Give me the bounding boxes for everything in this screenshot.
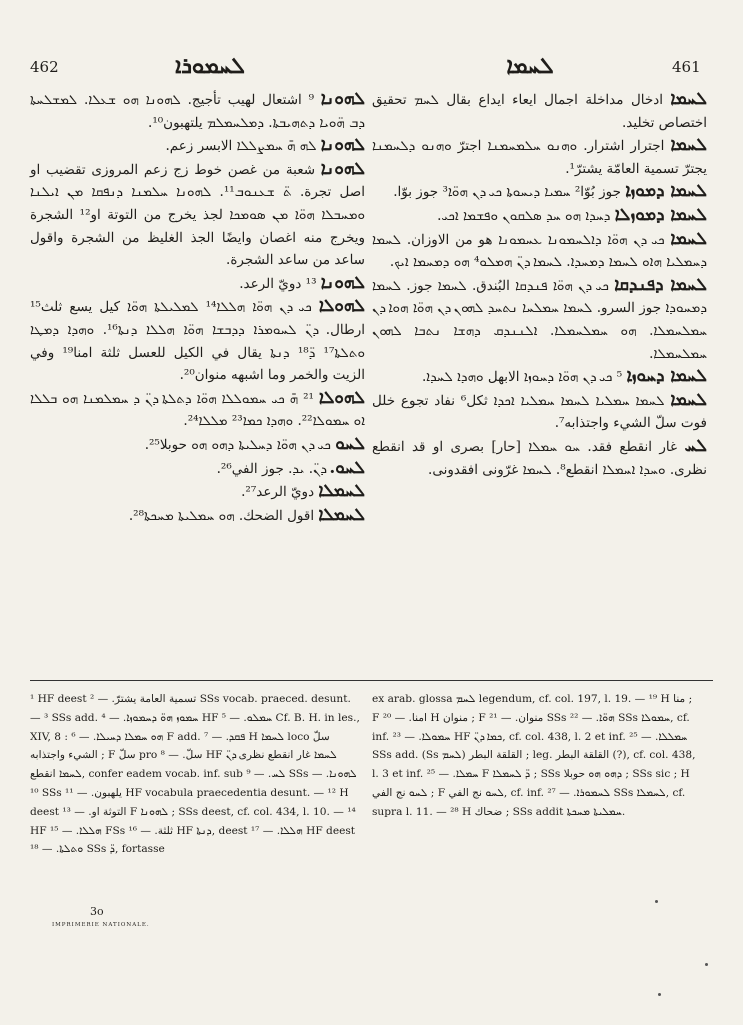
entry-text: ادخال مداخلة اجمال ايعاء ايداع بقال ܠܚܡ تحقيق اختصاص تخليد.: [372, 92, 707, 131]
entry-text: ܕܢ̈. ܝܕ. جوز الفي²⁶.: [216, 460, 326, 477]
entry-text: ܟܝ ܕܢ ܗܘ̈ܐ ܕܚܠܝܬܐ ܕܗܘ ܗܘ حوبلا²⁵.: [144, 436, 331, 453]
headword: ܠܚܡܐ ܕܦܢܕܩܐ: [614, 274, 707, 295]
dictionary-entry: [30, 480, 365, 504]
left-column: [30, 88, 365, 527]
left-running-head: ܠܚܡܘܪܐ: [175, 53, 245, 79]
dictionary-entry: [30, 158, 365, 272]
headword: ܠܚܡܠܐ: [318, 481, 365, 502]
right-running-head: ܠܚܡܐ: [506, 53, 554, 79]
dictionary-entry: [372, 204, 707, 228]
print-speck: [705, 963, 708, 966]
dictionary-entry: [30, 457, 365, 481]
dictionary-entry: [372, 435, 707, 481]
headword: ܠܗܘܠܐ: [318, 387, 365, 408]
entry-text: ܟܝ ܕܢ ܗܘ̈ܐ ܗܠܠܐ¹⁴ ܠܡܠܝܠܬܐ ܗܘ̈ܐ كيل يسع ثلث¹⁵ ارطال. ܕܢ̈ ܠܚܘܡܪܐ ܕܕܒܫܐ ܗܘ̈ܐ ܗܠܠܐ ܕܢܬܐ¹⁶. ܘܗܕܐ ܕܡܛܐ ܘܬܠܬܐ¹⁷ ܕ̈¹⁸ ܕܢܬܐ يقال في الكيل للعسل ثلثة امنا¹⁹ وفي الزيت والخمر وما اشبهه منوان²⁰.: [30, 299, 366, 384]
headword: ܠܚܘ: [335, 433, 365, 454]
entry-text: غار انقطع فقد. ܚܘ ܚܡܠܐ [حار] بصرى او قد انقطع نظرى. ܘܚܕܐ ܐܚܡܠܐ انقطع⁸. ܠܚܡܐ غرّونى افقدونى.: [372, 438, 707, 478]
entry-text: ܠܗ ܗ̄ ܚܡܨܠܠܐ الابسر زعم.: [165, 138, 317, 155]
dictionary-entry: [372, 134, 707, 180]
dictionary-entry: [30, 295, 365, 386]
imprint-line: IMPRIMERIE NATIONALE.: [52, 922, 150, 928]
dictionary-entry: [30, 504, 365, 528]
headword: ܠܚܡܐ ܕܡܘܙܐ: [625, 181, 707, 202]
print-speck: [655, 900, 658, 903]
dictionary-entry: [30, 272, 365, 296]
footnotes-right: [372, 690, 702, 822]
entry-text: ²¹ ܗ̄ ܟܝ ܚܡܘܠܠܐ ܗܘ̈ܐ ܕܬܠܬܐ ܕܢ̈ ܕ ܚܡܠܡܢܐ ܗܘ ܒܠܠܐ ܐܘ ܚܡܘܠܐ²². ܘܗܕܐ ܟܡܐ²³ ܡܠܠܐ²⁴.: [30, 390, 365, 430]
headword: ܠܚ: [684, 435, 708, 456]
left-page-number: 462: [30, 58, 59, 76]
headword: ܠܚܡܐ: [670, 135, 708, 156]
right-column: [372, 88, 707, 481]
entry-text: ܠܚܡܐ ܚܡܠܝܐ ܠܚܡܐ ܚܡܠܝܐ ܐܟܕܐ ثكل⁶ نفاد تجوع خلل فوت سلّ الشيء واجتذابه⁷.: [372, 392, 707, 432]
headword: ܠܚܡܐ: [670, 228, 707, 249]
entry-text: ܕܚܕܐ ܗܘ ܚܕ ܣܠܩܘܢ ܘܦܫܡܐ ܐܟܝ.: [437, 207, 611, 224]
footnote-divider: [30, 680, 713, 681]
dictionary-entry: [30, 134, 365, 158]
print-speck: [658, 993, 661, 996]
dictionary-entry: [30, 433, 365, 457]
headword: ܠܗܘܢܐ: [320, 158, 365, 179]
entry-text: ⁹ اشتعال لهيب تأجيج. ܠܗܘܢܐ ܗܘ ܫܥܠܐ. ܠܡܫܠܚܬܐ ܕܒ ܗ̈ܘܝܐ ܕܬܗܝܒܬܐ. ܕܡܠܚܡܠܡ يلتهبون¹⁰.: [30, 92, 365, 131]
footnotes-left: [30, 690, 360, 859]
entry-text: ܟܝ ܕܢ ܗܘ̈ܐ ܕܐܠܚܡܘܢܐ ܥܚܡܘܢܐ هو من الاوزان. ܠܚܡܐ ܕܚܡܠܝܐ ܗܐܘ ܠܚܡܐ ܕܡܚܕܐ. ܠܚܡܐ ܕܢ̈ ܗܡܠܘ⁴ ܗܘ ܕܡܚܡܐ ܐܝܟ.: [372, 231, 707, 271]
dictionary-entry: [372, 389, 707, 435]
dictionary-entry: [30, 88, 365, 134]
entry-text: اجترار اشترار. ܘܗܢܘ ܚܠܡܚܡܢܐ اجترّ ܘܗܢܘ ܕܠܚܡܢܐ يجترّ تسمية العامّة يشترّ¹.: [372, 138, 707, 177]
dictionary-entry: [30, 387, 365, 433]
headword: ܠܚܘ.: [329, 457, 365, 478]
headword: ܠܗܘܢܐ: [320, 272, 365, 293]
dictionary-entry: [372, 180, 707, 204]
dictionary-entry: [372, 88, 707, 134]
headword: ܠܗܘܠܐ: [318, 296, 365, 317]
dictionary-entry: [372, 228, 707, 274]
entry-text: اقول الضحك. ܗܘ ܚܡܠܝܬܐ ܡܚܟܬܐ²⁸.: [128, 507, 315, 524]
headword: ܠܚܡܐ: [670, 389, 707, 410]
right-page-number: 461: [672, 58, 701, 76]
entry-text: دويّ الرعد²⁷.: [241, 484, 315, 501]
headword: ܠܚܡܐ: [670, 89, 707, 109]
headword: ܠܚܡܐ ܕܡܘܙܠܐ: [614, 204, 707, 225]
entry-text: ܟܝ ܕܢ ܗܘ̈ܐ ܦܢܕܩܐ البُندق. ܠܚܡܐ جوز. ܠܚܡܐ ܕܡܚܘܕܐ جوز السرو. ܠܚܡܐ ܚܡܠܚܐ ܢܬܚܕ ܠܗܘܢ ܕܢ ܗܘ̈ܐ ܗܘܐ ܕܢ ܚܡܠܚܡܠܐ. ܗܘ ܚܡܠܚܡܠܐ. ܐܠܢܢܕܩ ܕܗܫܐ ܢܬܒܐ ܠܗܘܢ ܚܡܠܚܡܠܐ.: [372, 277, 707, 362]
entry-text: شعبة من غصن خوط زج زعم المروزى تقضيب او اصل تجرة. ܬ̈ ܫܥܢܘܒ¹¹. ܠܗܘܢܐ ܚܠܡܢܐ ܕܢܦܩܐ ܡܢ ܐܝܠܢܐ ܘܡܚܒܠܐ ܗܘ̈ܐ ܡܢ ܣܘܡܟܐ لجذ يخرج من التوتة او¹² الشجرة ويخرج منه اغصان وايضًا الجذ الغليظ من الشجرة واقول ساعد من ساعد الشجرة.: [30, 161, 365, 269]
dictionary-entry: [372, 274, 707, 365]
column-number: 3o: [90, 905, 104, 918]
footnote-text: ex arab. glossa ܠܚܡ legendum, cf. col. 197, l. 19. — ¹⁹ H منا ; F امنا. — ²⁰ H منوان ; F منوان. — ²¹ SSs ܗܘ̈ܐ. — ²² SSs ܚܡܘܠܐ, cf. inf. ܚܡܘܠܐ. — ²³ HF ܟܡܐ ܕܢ̈, cf. col. 438, l. 2 et inf. ܚܡܠܠܐ. — ²⁵ SSs add. (Ss ܠܚܡ) القلقة البطر ; leg. القلقة البطر (?), cf. col. 438, l. 3 et inf. ܚܡܠܐ. — ²⁵ F ܕ̈ ܠܚܡܠܐ ; SSs ܕܗܘ ܗܘ حوبلا ; SSs sic ; H ܠܚܘ نج الفي ; F ܠܚܘ نج الفي, cf. inf. ܠܚܡܘܪܐ. — ²⁷ SSs ܠܚܡܠܐ, cf. supra l. 11. — ²⁸ H ضحاك ; SSs addit ܚܡܠܝܬܐ ܡܚܟܬܐ.: [372, 693, 696, 818]
headword: ܠܗܘܢܐ: [320, 89, 365, 109]
entry-text: جوز بُوّا² ܚܡܝܐ ܕܝܚܘܬܐ ܟܝ ܕܢ ܗܘ̈ܐ³ جوز بوّا.: [393, 184, 621, 201]
headword: ܠܚܡܠܐ: [318, 504, 365, 525]
headword: ܠܗܘܢܐ: [320, 135, 365, 156]
entry-text: ⁵ ܟܝ ܕܢ ܗܘ̈ܐ ܕܚܘܙܐ الابهل ܘܗܕܐ ܠܚܕܐ.: [422, 369, 623, 386]
entry-text: ¹³ دويّ الرعد.: [239, 275, 317, 292]
dictionary-entry: [372, 365, 707, 389]
footnote-text: ¹ HF deest تسمية العامة يشترّ. — ² SSs vocab. praeced. desunt. — ³ SSs add. ܚܡܘܙ ܗܘ̈ ܕܚܡܘܙܐ. — ⁴ HF ܚܡܠܘ. — ⁵ Cf. B. H. in les., XIV, 8 : ܗܘ ܚܡܠܐ ܕܚܝܠܐ. — ⁶ F add. ܦܩܕ. — ⁷ H ܠܚܡܐ loco سلّ الشيء واجتذابه ; F سلّ pro سلّ. — ⁸ HF ܠܚܡܐ غار انقطع نظرى ܕܢ̈ ܠܚܡܐ انقطع, confer eadem vocab. inf. sub ܠܚ. — ⁹ SSs ܠܗܘܢܐ. — ¹⁰ SSs يلهبون. — ¹¹ HF vocabula praecedentia desunt. — ¹² H deest التوثة او. — ¹³ F ܠܗܘܢܐ ; SSs deest, cf. col. 434, l. 10. — ¹⁴ HF ܗܠܠܐ. — ¹⁵ FSs ثلثة. — ¹⁶ HF ܕܢܬܐ, deest ܗܠܠܐ. — ¹⁷ HF deest ܘܬܠܬܐ. — ¹⁸ SSs ܕ̈, fortasse: [30, 693, 360, 856]
headword: ܠܚܡܐ ܕܚܘܙܐ: [626, 366, 707, 387]
